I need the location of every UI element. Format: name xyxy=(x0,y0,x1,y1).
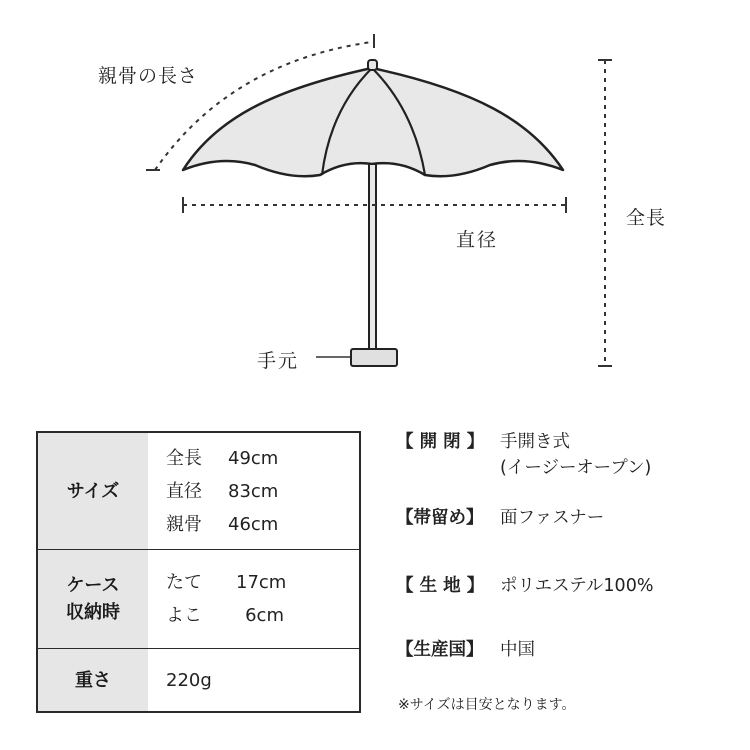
spec-line xyxy=(166,599,359,632)
rib-length-label: 親骨の長さ xyxy=(98,65,199,87)
spec-row-size xyxy=(37,432,360,550)
spec-value: 83cm xyxy=(228,480,279,502)
umbrella-canopy xyxy=(183,68,563,176)
total-length-label: 全長 xyxy=(626,207,667,229)
umbrella-shaft xyxy=(369,164,376,350)
umbrella-tip xyxy=(368,60,377,70)
info-text: 面ファスナー xyxy=(500,508,605,528)
spec-line xyxy=(166,508,359,541)
spec-line xyxy=(166,442,359,475)
info-text-sub: (イージーオープン) xyxy=(500,458,652,478)
info-label: 【帯留め】 xyxy=(396,508,484,528)
spec-line xyxy=(166,475,359,508)
info-label: 【 開 閉 】 xyxy=(396,432,485,452)
info-label: 【生産国】 xyxy=(396,640,484,660)
spec-value: 49cm xyxy=(228,447,279,469)
info-label: 【 生 地 】 xyxy=(396,576,485,596)
spec-header-case-line1: ケース xyxy=(66,575,120,597)
spec-key: たて xyxy=(166,572,202,594)
spec-key: 親骨 xyxy=(166,513,202,535)
diameter-label: 直径 xyxy=(456,229,499,251)
handle-label: 手元 xyxy=(257,350,300,372)
spec-value: 6cm xyxy=(245,605,284,627)
spec-row-case xyxy=(37,550,360,649)
spec-header-size: サイズ xyxy=(37,432,148,550)
info-text: ポリエステル100% xyxy=(500,576,654,596)
spec-table xyxy=(36,431,361,713)
spec-key: 全長 xyxy=(166,447,202,469)
spec-value: 46cm xyxy=(228,513,279,535)
spec-row-weight xyxy=(37,649,360,712)
info-origin xyxy=(396,637,736,663)
spec-value-weight: 220g xyxy=(166,669,212,691)
spec-header-weight: 重さ xyxy=(37,649,148,712)
spec-values-size xyxy=(148,432,360,550)
info-fabric xyxy=(396,573,736,599)
spec-value: 17cm xyxy=(236,572,287,594)
info-text: 中国 xyxy=(500,640,535,660)
info-text: 手開き式 xyxy=(500,432,570,452)
info-open-close xyxy=(396,429,736,481)
spec-key: 直径 xyxy=(166,480,202,502)
umbrella-handle xyxy=(351,349,397,366)
info-band xyxy=(396,505,736,531)
spec-values-case xyxy=(148,550,360,649)
spec-header-case xyxy=(37,550,148,649)
spec-line xyxy=(166,566,359,599)
spec-header-case-line2: 収納時 xyxy=(66,602,120,624)
size-note: ※サイズは目安となります。 xyxy=(398,697,576,713)
spec-key: よこ xyxy=(166,605,202,627)
